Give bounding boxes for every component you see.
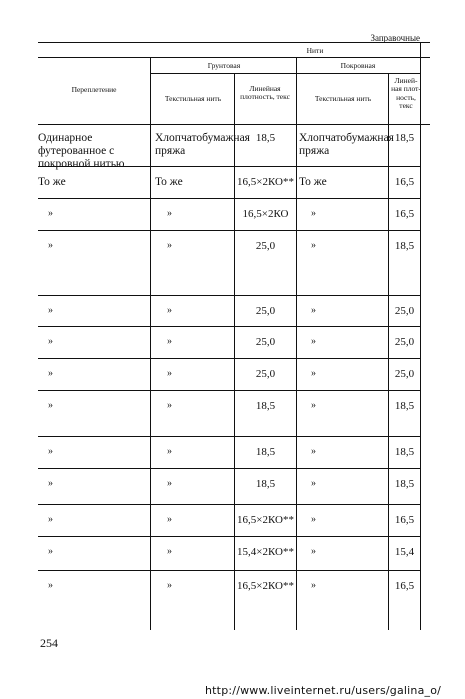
pile-density-cell: 25,0 [394,305,415,317]
weave-cell: » [48,446,53,457]
pile-thread-cell: » [311,305,316,316]
ground-density-cell: 16,5×2КО** [237,514,294,526]
threads-header: Нити [306,46,324,55]
ground-density-cell: 18,5 [255,400,276,412]
pile-thread-cell: » [311,240,316,251]
pile-density-cell: 25,0 [394,336,415,348]
ground-density-cell: 25,0 [255,336,276,348]
pile-thread-cell: » [311,336,316,347]
section-label: Заправочные [370,33,420,43]
pile-density-cell: 16,5 [394,176,415,188]
row-rule [38,570,420,571]
weave-cell: Одинарное футерованное с покровной нитью [38,132,125,170]
pile-density-cell: 16,5 [394,580,415,592]
ground-thread-cell: » [167,208,172,219]
weave-cell: » [48,580,53,591]
footer-url: http://www.liveinternet.ru/users/galina_o/ [205,684,442,697]
pile-density-cell: 16,5 [394,208,415,220]
pile-density-cell: 15,4 [394,546,415,558]
pile-textile-thread-header: Текстильная нить [314,94,372,103]
pile-thread-cell: » [311,400,316,411]
pile-density-cell: 25,0 [394,368,415,380]
ground-thread-cell: » [167,514,172,525]
pile-density-cell: 18,5 [394,240,415,252]
row-rule [38,198,420,199]
weave-cell: » [48,208,53,219]
pile-thread-cell: » [311,446,316,457]
ground-density-cell: 15,4×2КО** [237,546,294,558]
pile-thread-cell: Хлопчатобумажная пряжа [299,132,394,157]
row-rule [38,326,420,327]
ground-thread-cell: Хлопчатобумажная пряжа [155,132,250,157]
ground-density-cell: 25,0 [255,305,276,317]
pile-thread-cell: » [311,580,316,591]
row-rule [38,295,420,296]
ground-linear-density-header: Линейная плотность, текс [240,84,290,102]
ground-density-cell: 18,5 [255,478,276,490]
pile-density-cell: 18,5 [394,446,415,458]
pile-linear-density-header: Линей-ная плот-ность, текс [391,76,421,111]
col-rule-pile-density [420,42,421,630]
weave-cell: » [48,336,53,347]
weave-cell: » [48,305,53,316]
ground-thread-cell: » [167,546,172,557]
pile-thread-cell: То же [299,176,327,188]
pile-density-cell: 18,5 [394,400,415,412]
row-rule [38,504,420,505]
ground-density-cell: 18,5 [255,446,276,458]
page-number: 254 [40,636,58,650]
ground-density-cell: 25,0 [255,368,276,380]
pile-density-cell: 18,5 [394,132,415,144]
ground-thread-cell: » [167,478,172,489]
threads-group-rule [38,57,430,58]
weave-cell: » [48,368,53,379]
row-rule [38,358,420,359]
row-rule [38,390,420,391]
pile-header: Покровная [340,61,376,70]
row-rule [38,230,420,231]
pile-thread-cell: » [311,514,316,525]
weave-cell: То же [38,176,66,188]
ground-thread-cell: » [167,400,172,411]
weave-cell: » [48,240,53,251]
ground-thread-cell: » [167,305,172,316]
weave-header: Переплетение [71,85,117,94]
thread-type-rule [150,73,420,74]
weave-cell: » [48,478,53,489]
row-rule [38,468,420,469]
ground-density-cell: 16,5×2КО** [237,580,294,592]
ground-thread-cell: » [167,240,172,251]
ground-density-cell: 25,0 [255,240,276,252]
row-rule [38,436,420,437]
ground-density-cell: 18,5 [255,132,276,144]
pile-density-cell: 18,5 [394,478,415,490]
pile-density-cell: 16,5 [394,514,415,526]
weave-cell: » [48,546,53,557]
ground-thread-cell: » [167,368,172,379]
ground-thread-cell: » [167,580,172,591]
ground-density-cell: 16,5×2КО [242,208,289,220]
pile-thread-cell: » [311,208,316,219]
ground-thread-cell: То же [155,176,183,188]
ground-thread-cell: » [167,336,172,347]
ground-header: Грунтовая [207,61,241,70]
ground-density-cell: 16,5×2КО** [237,176,294,188]
pile-thread-cell: » [311,368,316,379]
pile-thread-cell: » [311,478,316,489]
row-rule [38,536,420,537]
table-top-rule [38,42,430,43]
col-rule-ground-density [296,57,297,630]
ground-textile-thread-header: Текстильная нить [164,94,222,103]
weave-cell: » [48,400,53,411]
pile-thread-cell: » [311,546,316,557]
ground-thread-cell: » [167,446,172,457]
weave-cell: » [48,514,53,525]
